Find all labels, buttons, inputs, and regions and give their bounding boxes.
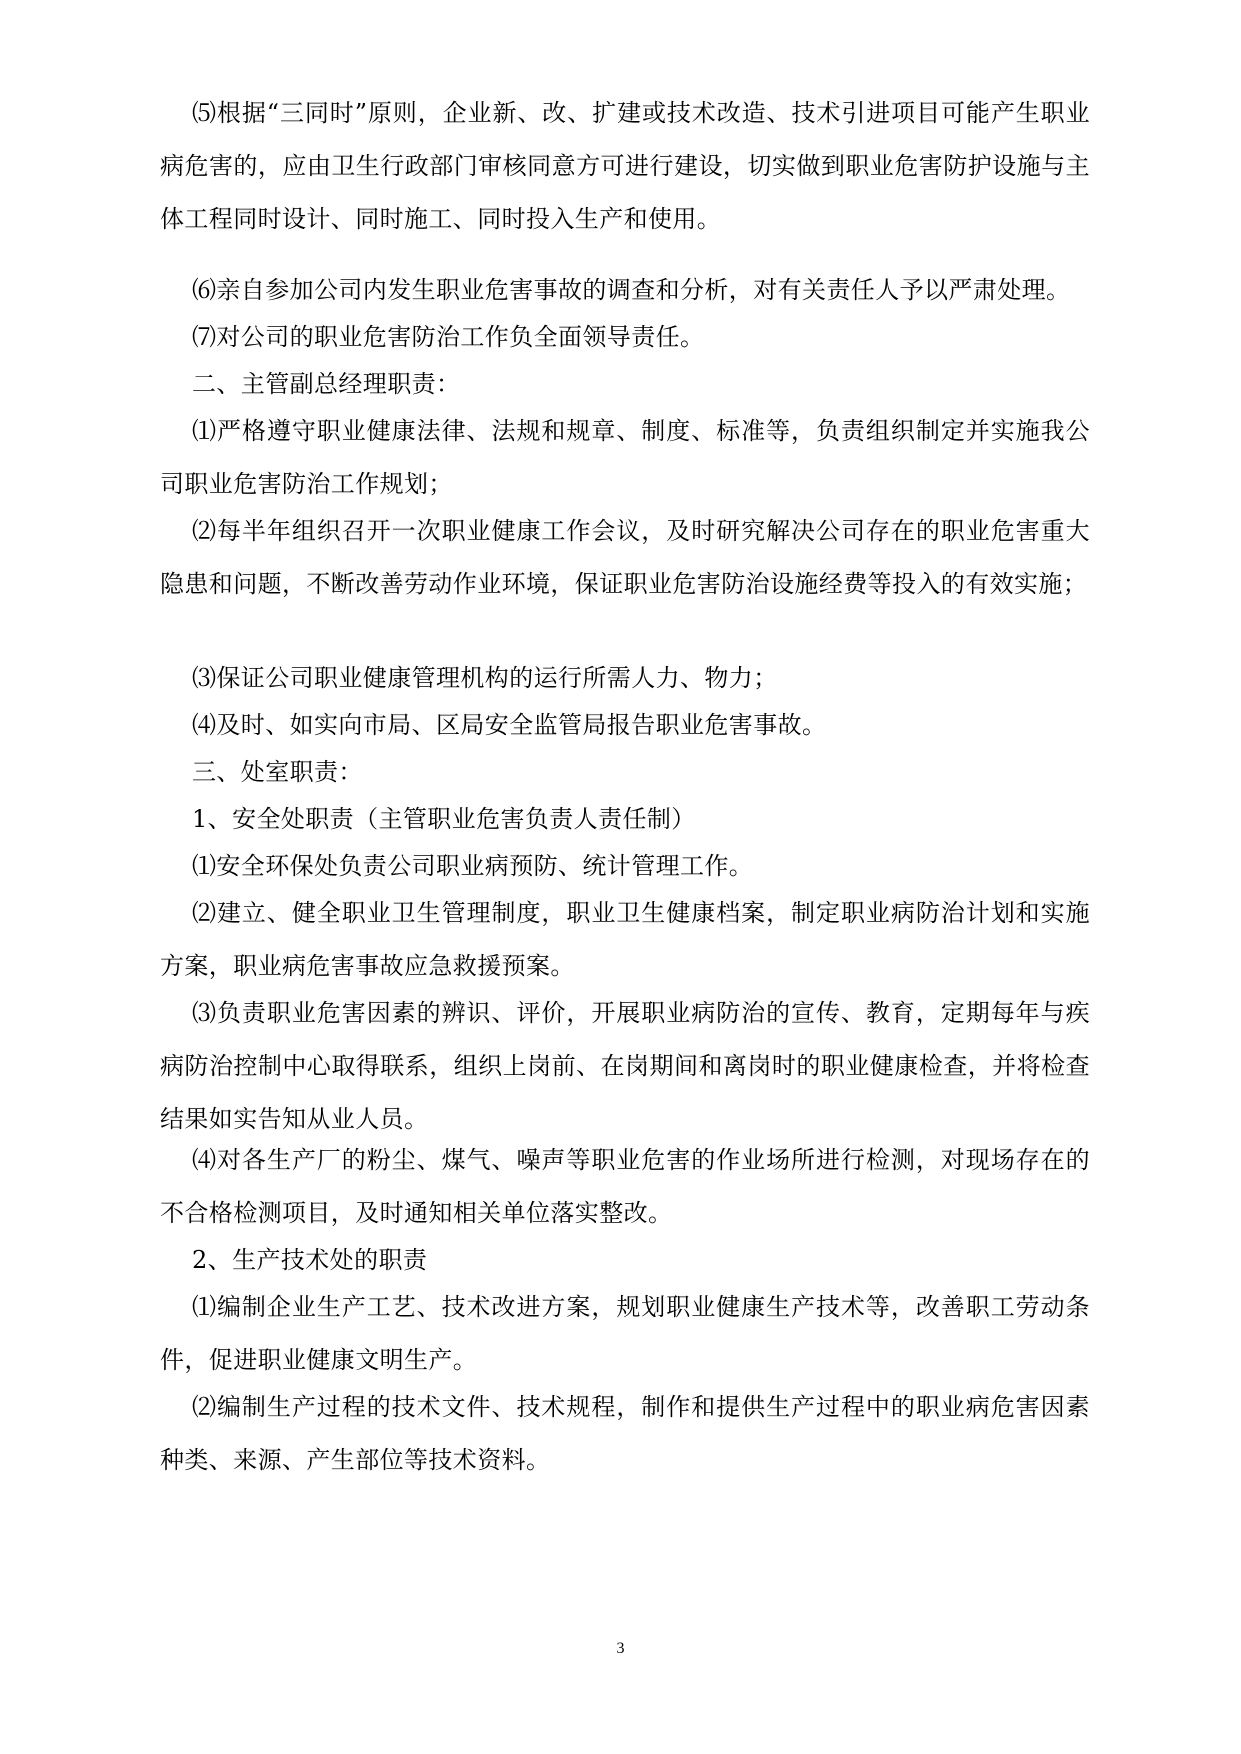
subsection-heading-production-technology: 2、生产技术处的职责 (192, 1246, 428, 1274)
paragraph-three-simultaneous-principle: ⑸根据“三同时”原则，企业新、改、扩建或技术改造、技术引进项目可能产生职业病危害的，应由卫生行政部门审核同意方可进行建设，切实做到职业危害防护设施与主体工程同时设计、同时施工、同时投入生产和使用。 (160, 99, 1090, 233)
paragraph-statistics-management: ⑴安全环保处负责公司职业病预防、统计管理工作。 (192, 852, 754, 880)
paragraph-comply-with-laws: ⑴严格遵守职业健康法律、法规和规章、制度、标准等，负责组织制定并实施我公司职业危害防治工作规划； (160, 417, 1090, 498)
paragraph-technical-documents: ⑵编制生产过程的技术文件、技术规程，制作和提供生产过程中的职业病危害因素种类、来源、产生部位等技术资料。 (160, 1393, 1090, 1474)
paragraph-process-improvement: ⑴编制企业生产工艺、技术改进方案，规划职业健康生产技术等，改善职工劳动条件，促进职业健康文明生产。 (160, 1293, 1090, 1374)
page-number: 3 (616, 1640, 625, 1657)
section-heading-department-duties: 三、处室职责： (192, 758, 363, 786)
paragraph-accident-investigation: ⑹亲自参加公司内发生职业危害事故的调查和分析，对有关责任人予以严肃处理。 (192, 276, 1071, 304)
paragraph-overall-leadership: ⑺对公司的职业危害防治工作负全面领导责任。 (192, 323, 705, 351)
subsection-heading-safety-office: 1、安全处职责（主管职业危害负责人责任制） (192, 805, 696, 833)
paragraph-report-accidents: ⑷及时、如实向市局、区局安全监管局报告职业危害事故。 (192, 711, 827, 739)
paragraph-semiannual-meeting: ⑵每半年组织召开一次职业健康工作会议，及时研究解决公司存在的职业危害重大隐患和问题，不断改善劳动作业环境，保证职业危害防治设施经费等投入的有效实施； (160, 517, 1090, 598)
paragraph-ensure-resources: ⑶保证公司职业健康管理机构的运行所需人力、物力； (192, 664, 778, 692)
paragraph-workplace-testing: ⑷对各生产厂的粉尘、煤气、噪声等职业危害的作业场所进行检测，对现场存在的不合格检测项目，及时通知相关单位落实整改。 (160, 1146, 1090, 1227)
paragraph-hazard-identification: ⑶负责职业危害因素的辨识、评价，开展职业病防治的宣传、教育，定期每年与疾病防治控制中心取得联系，组织上岗前、在岗期间和离岗时的职业健康检查，并将检查结果如实告知从业人员。 (160, 999, 1090, 1133)
paragraph-health-management-system: ⑵建立、健全职业卫生管理制度，职业卫生健康档案，制定职业病防治计划和实施方案，职业病危害事故应急救援预案。 (160, 899, 1090, 980)
section-heading-deputy-manager: 二、主管副总经理职责： (192, 370, 461, 398)
